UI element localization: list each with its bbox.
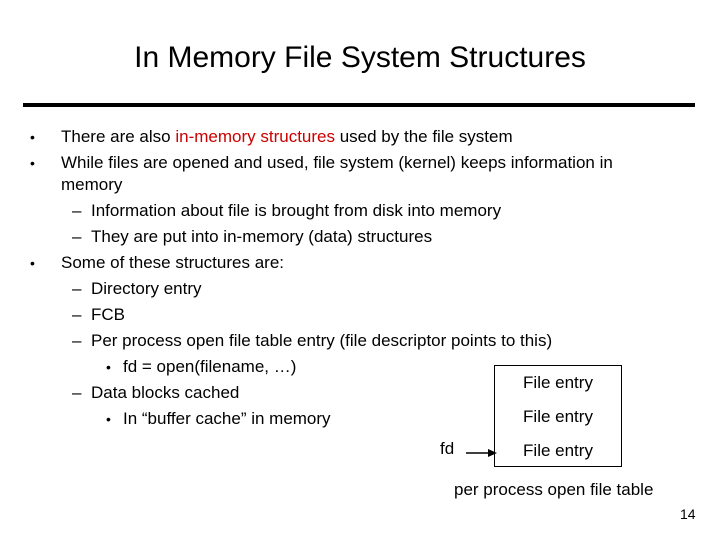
bullet-1-highlight: in-memory structures (175, 127, 335, 146)
bullet-1-post: used by the file system (334, 127, 513, 146)
bullet-1-pre: There are also (61, 127, 176, 146)
bullet-3-sub-3-sub-1: fd = open(filename, …) (123, 357, 297, 376)
file-entry-cell: File entry (523, 441, 593, 460)
bullet-1 (61, 126, 513, 148)
bullet-marker: • (30, 255, 35, 271)
fd-label: fd (440, 439, 455, 458)
bullet-3-sub-1: Directory entry (91, 279, 202, 298)
bullet-marker: • (30, 129, 35, 145)
dash-marker: – (72, 227, 82, 246)
file-entry-cell: File entry (523, 407, 593, 426)
bullet-marker: • (30, 155, 35, 171)
bullet-2-sub-2: They are put into in-memory (data) structures (91, 227, 433, 246)
dash-marker: – (72, 279, 82, 298)
bullet-marker: • (106, 411, 111, 427)
bullet-3-sub-3: Per process open file table entry (file descriptor points to this) (91, 331, 553, 350)
page-number: 14 (680, 506, 696, 522)
dash-marker: – (72, 383, 82, 402)
bullet-3-sub-4-sub-1: In “buffer cache” in memory (123, 409, 331, 428)
fd-arrow (466, 448, 498, 458)
dash-marker: – (72, 331, 82, 350)
open-file-table (494, 365, 622, 467)
bullet-3-sub-2: FCB (91, 305, 125, 324)
title-divider (23, 103, 695, 107)
dash-marker: – (72, 305, 82, 324)
slide-title: In Memory File System Structures (134, 41, 586, 74)
bullet-3: Some of these structures are: (61, 253, 284, 272)
dash-marker: – (72, 201, 82, 220)
file-entry-cell: File entry (523, 373, 593, 392)
bullet-2-sub-1: Information about file is brought from disk into memory (91, 201, 502, 220)
bullet-2-line-1: While files are opened and used, file system (kernel) keeps information in (61, 153, 613, 172)
bullet-marker: • (106, 359, 111, 375)
bullet-3-sub-4: Data blocks cached (91, 383, 240, 402)
table-caption: per process open file table (454, 480, 654, 499)
bullet-2-line-2: memory (61, 175, 123, 194)
